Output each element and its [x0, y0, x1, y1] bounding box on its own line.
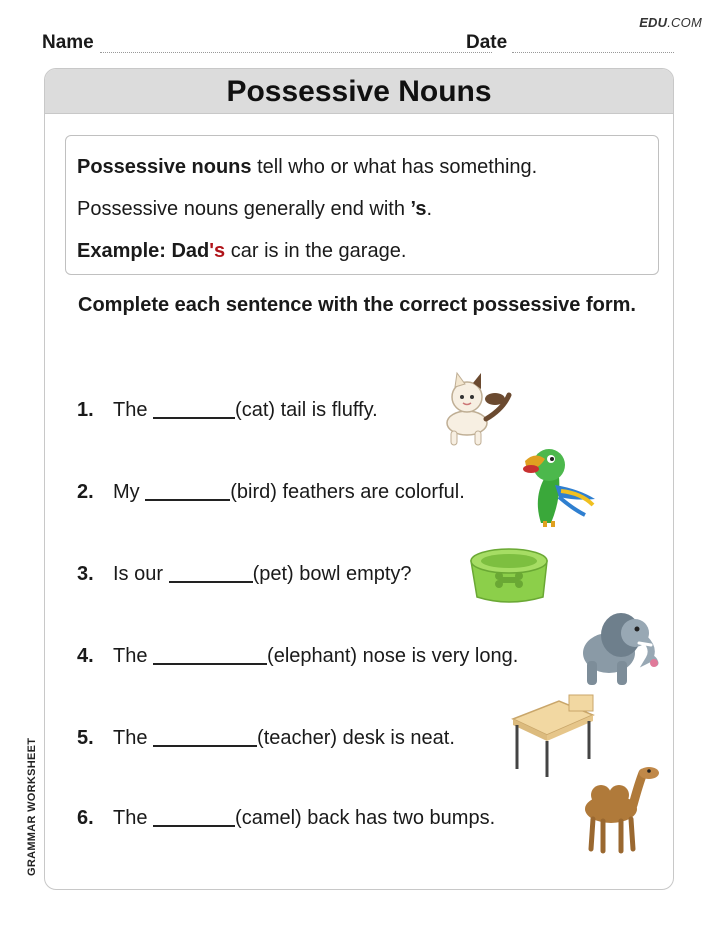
name-field[interactable]: [100, 52, 492, 53]
answer-blank-6[interactable]: [153, 807, 235, 827]
rule-line: Possessive nouns generally end with ’s.: [77, 198, 433, 220]
elephant-image: [565, 605, 661, 691]
question-3: 3. Is our (pet) bowl empty?: [77, 563, 412, 585]
question-2: 2. My (bird) feathers are colorful.: [77, 481, 465, 503]
name-date-row: [42, 32, 678, 54]
answer-blank-4[interactable]: [153, 645, 267, 665]
camel-image: [573, 763, 663, 855]
question-6: 6. The (camel) back has two bumps.: [77, 807, 496, 829]
side-label: GRAMMAR WORKSHEET: [26, 737, 38, 876]
example-line: Example: Dad's car is in the garage.: [77, 240, 407, 262]
answer-blank-1[interactable]: [153, 399, 235, 419]
date-field[interactable]: [512, 52, 674, 53]
page-title: Possessive Nouns: [45, 69, 673, 114]
question-5: 5. The (teacher) desk is neat.: [77, 727, 455, 749]
brand-logo: EDU.COM: [639, 15, 702, 30]
instruction-text: Complete each sentence with the correct possessive form.: [78, 294, 636, 316]
name-label: Name: [42, 32, 94, 53]
pet-bowl-image: [467, 539, 551, 607]
question-1: 1. The (cat) tail is fluffy.: [77, 399, 378, 421]
question-4: 4. The (elephant) nose is very long.: [77, 645, 519, 667]
cat-image: [423, 369, 519, 453]
parrot-image: [515, 443, 601, 529]
answer-blank-2[interactable]: [145, 481, 230, 501]
date-label: Date: [466, 32, 508, 53]
definition-line: Possessive nouns tell who or what has something.: [77, 156, 538, 178]
worksheet-card: [44, 68, 674, 890]
answer-blank-5[interactable]: [153, 727, 257, 747]
definition-box: [65, 135, 659, 275]
answer-blank-3[interactable]: [169, 563, 253, 583]
